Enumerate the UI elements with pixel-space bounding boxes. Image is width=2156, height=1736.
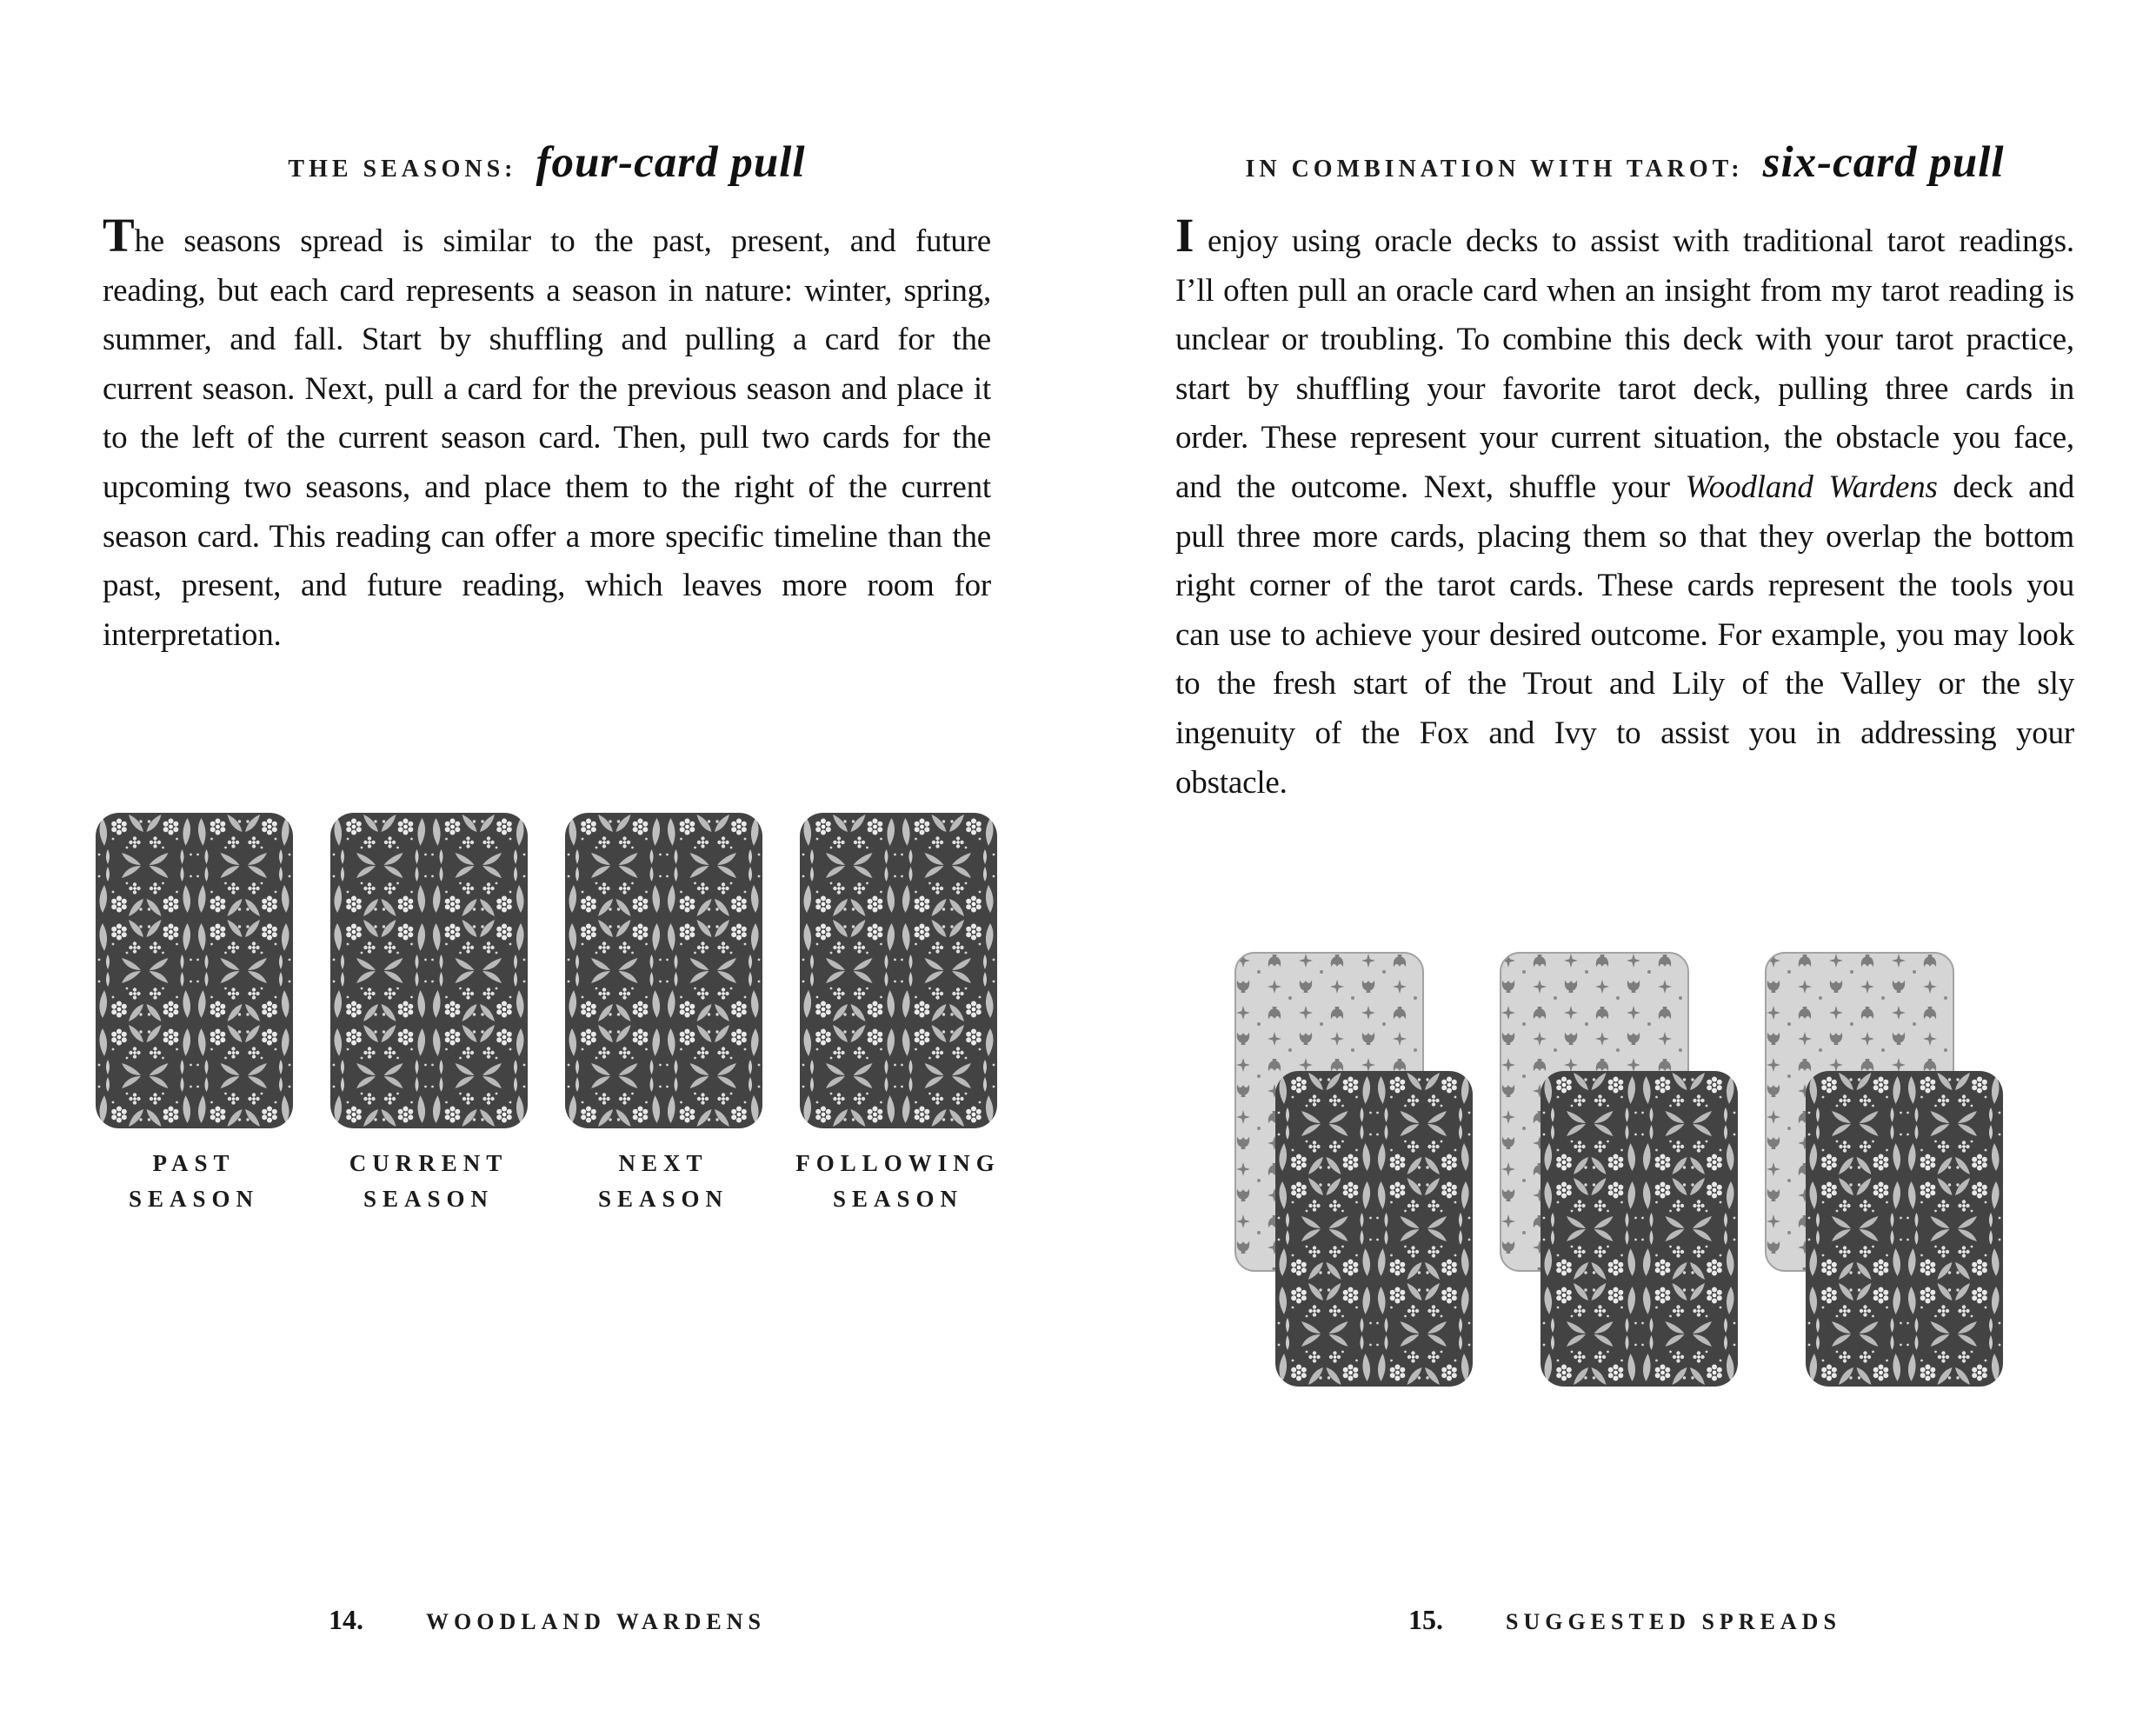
oracle-card-back bbox=[1275, 1071, 1473, 1387]
footer-label: WOODLAND WARDENS bbox=[426, 1609, 766, 1634]
left-heading-kicker: THE SEASONS: bbox=[288, 156, 517, 183]
deck-name-italic: Woodland Wardens bbox=[1685, 469, 1938, 505]
right-page-heading bbox=[1175, 137, 2074, 198]
card-label bbox=[533, 1146, 794, 1217]
page-number: 14. bbox=[329, 1604, 363, 1635]
left-page-paragraph bbox=[103, 209, 991, 660]
oracle-card-back bbox=[1806, 1071, 2003, 1387]
card-label-line: SEASON bbox=[832, 1186, 964, 1212]
oracle-card-back bbox=[96, 813, 293, 1128]
card-label bbox=[298, 1146, 559, 1217]
card-label-line: FOLLOWING bbox=[795, 1150, 1001, 1176]
card-label-line: SEASON bbox=[128, 1186, 260, 1212]
card-label-line: CURRENT bbox=[349, 1150, 509, 1176]
card-label-line: SEASON bbox=[363, 1186, 495, 1212]
left-paragraph-text: he seasons spread is similar to the past, present, and future reading, but each card represents a season in nature: winter, spring, summer, and fall. Start by shuffling and pulling a card for the current season. Next, pull a card for the previous season and place it to the left of the current season card. Then, pull two cards for the upcoming two seasons, and place them to the right of the current season card. This reading can offer a more specific timeline than the past, present, and future reading, which leaves more room for interpretation. bbox=[103, 223, 991, 653]
left-page-footer bbox=[329, 1604, 766, 1636]
page-number: 15. bbox=[1408, 1604, 1443, 1635]
card-label-line: NEXT bbox=[618, 1150, 709, 1176]
oracle-card-back bbox=[800, 813, 997, 1128]
right-page-footer bbox=[1408, 1604, 1841, 1636]
card-label-line: PAST bbox=[152, 1150, 236, 1176]
footer-label: SUGGESTED SPREADS bbox=[1506, 1609, 1841, 1634]
right-page bbox=[1078, 0, 2156, 1736]
left-dropcap: T bbox=[103, 209, 135, 262]
card-label bbox=[768, 1146, 1028, 1217]
right-paragraph-text: enjoy using oracle decks to assist with traditional tarot readings. I’ll often pull an oracle card when an insight from my tarot reading is unclear or troubling. To combine this deck with your tarot practice, start by shuffling your favorite tarot deck, pulling three cards in order. These represent your current situation, the obstacle you face, and the outcome. Next, shuffle your bbox=[1175, 223, 2074, 505]
right-dropcap: I bbox=[1175, 209, 1194, 262]
right-paragraph-text: deck and pull three more cards, placing them so that they overlap the bottom right corner of the tarot cards. These cards represent the tools you can use to achieve your desired outcome. For example, you may look to the fresh start of the Trout and Lily of the Valley or the sly ingenuity of the Fox and Ivy to assist you in addressing your obstacle. bbox=[1175, 469, 2075, 801]
left-page-heading bbox=[103, 137, 991, 198]
oracle-card-back bbox=[565, 813, 762, 1128]
right-heading-title: six-card pull bbox=[1762, 138, 2005, 187]
oracle-card-back bbox=[330, 813, 528, 1128]
card-label-line: SEASON bbox=[597, 1186, 729, 1212]
right-page-paragraph bbox=[1175, 209, 2075, 808]
oracle-card-back bbox=[1540, 1071, 1738, 1387]
right-heading-kicker: IN COMBINATION WITH TAROT: bbox=[1245, 156, 1744, 183]
left-heading-title: four-card pull bbox=[536, 138, 806, 187]
card-label bbox=[63, 1146, 324, 1217]
